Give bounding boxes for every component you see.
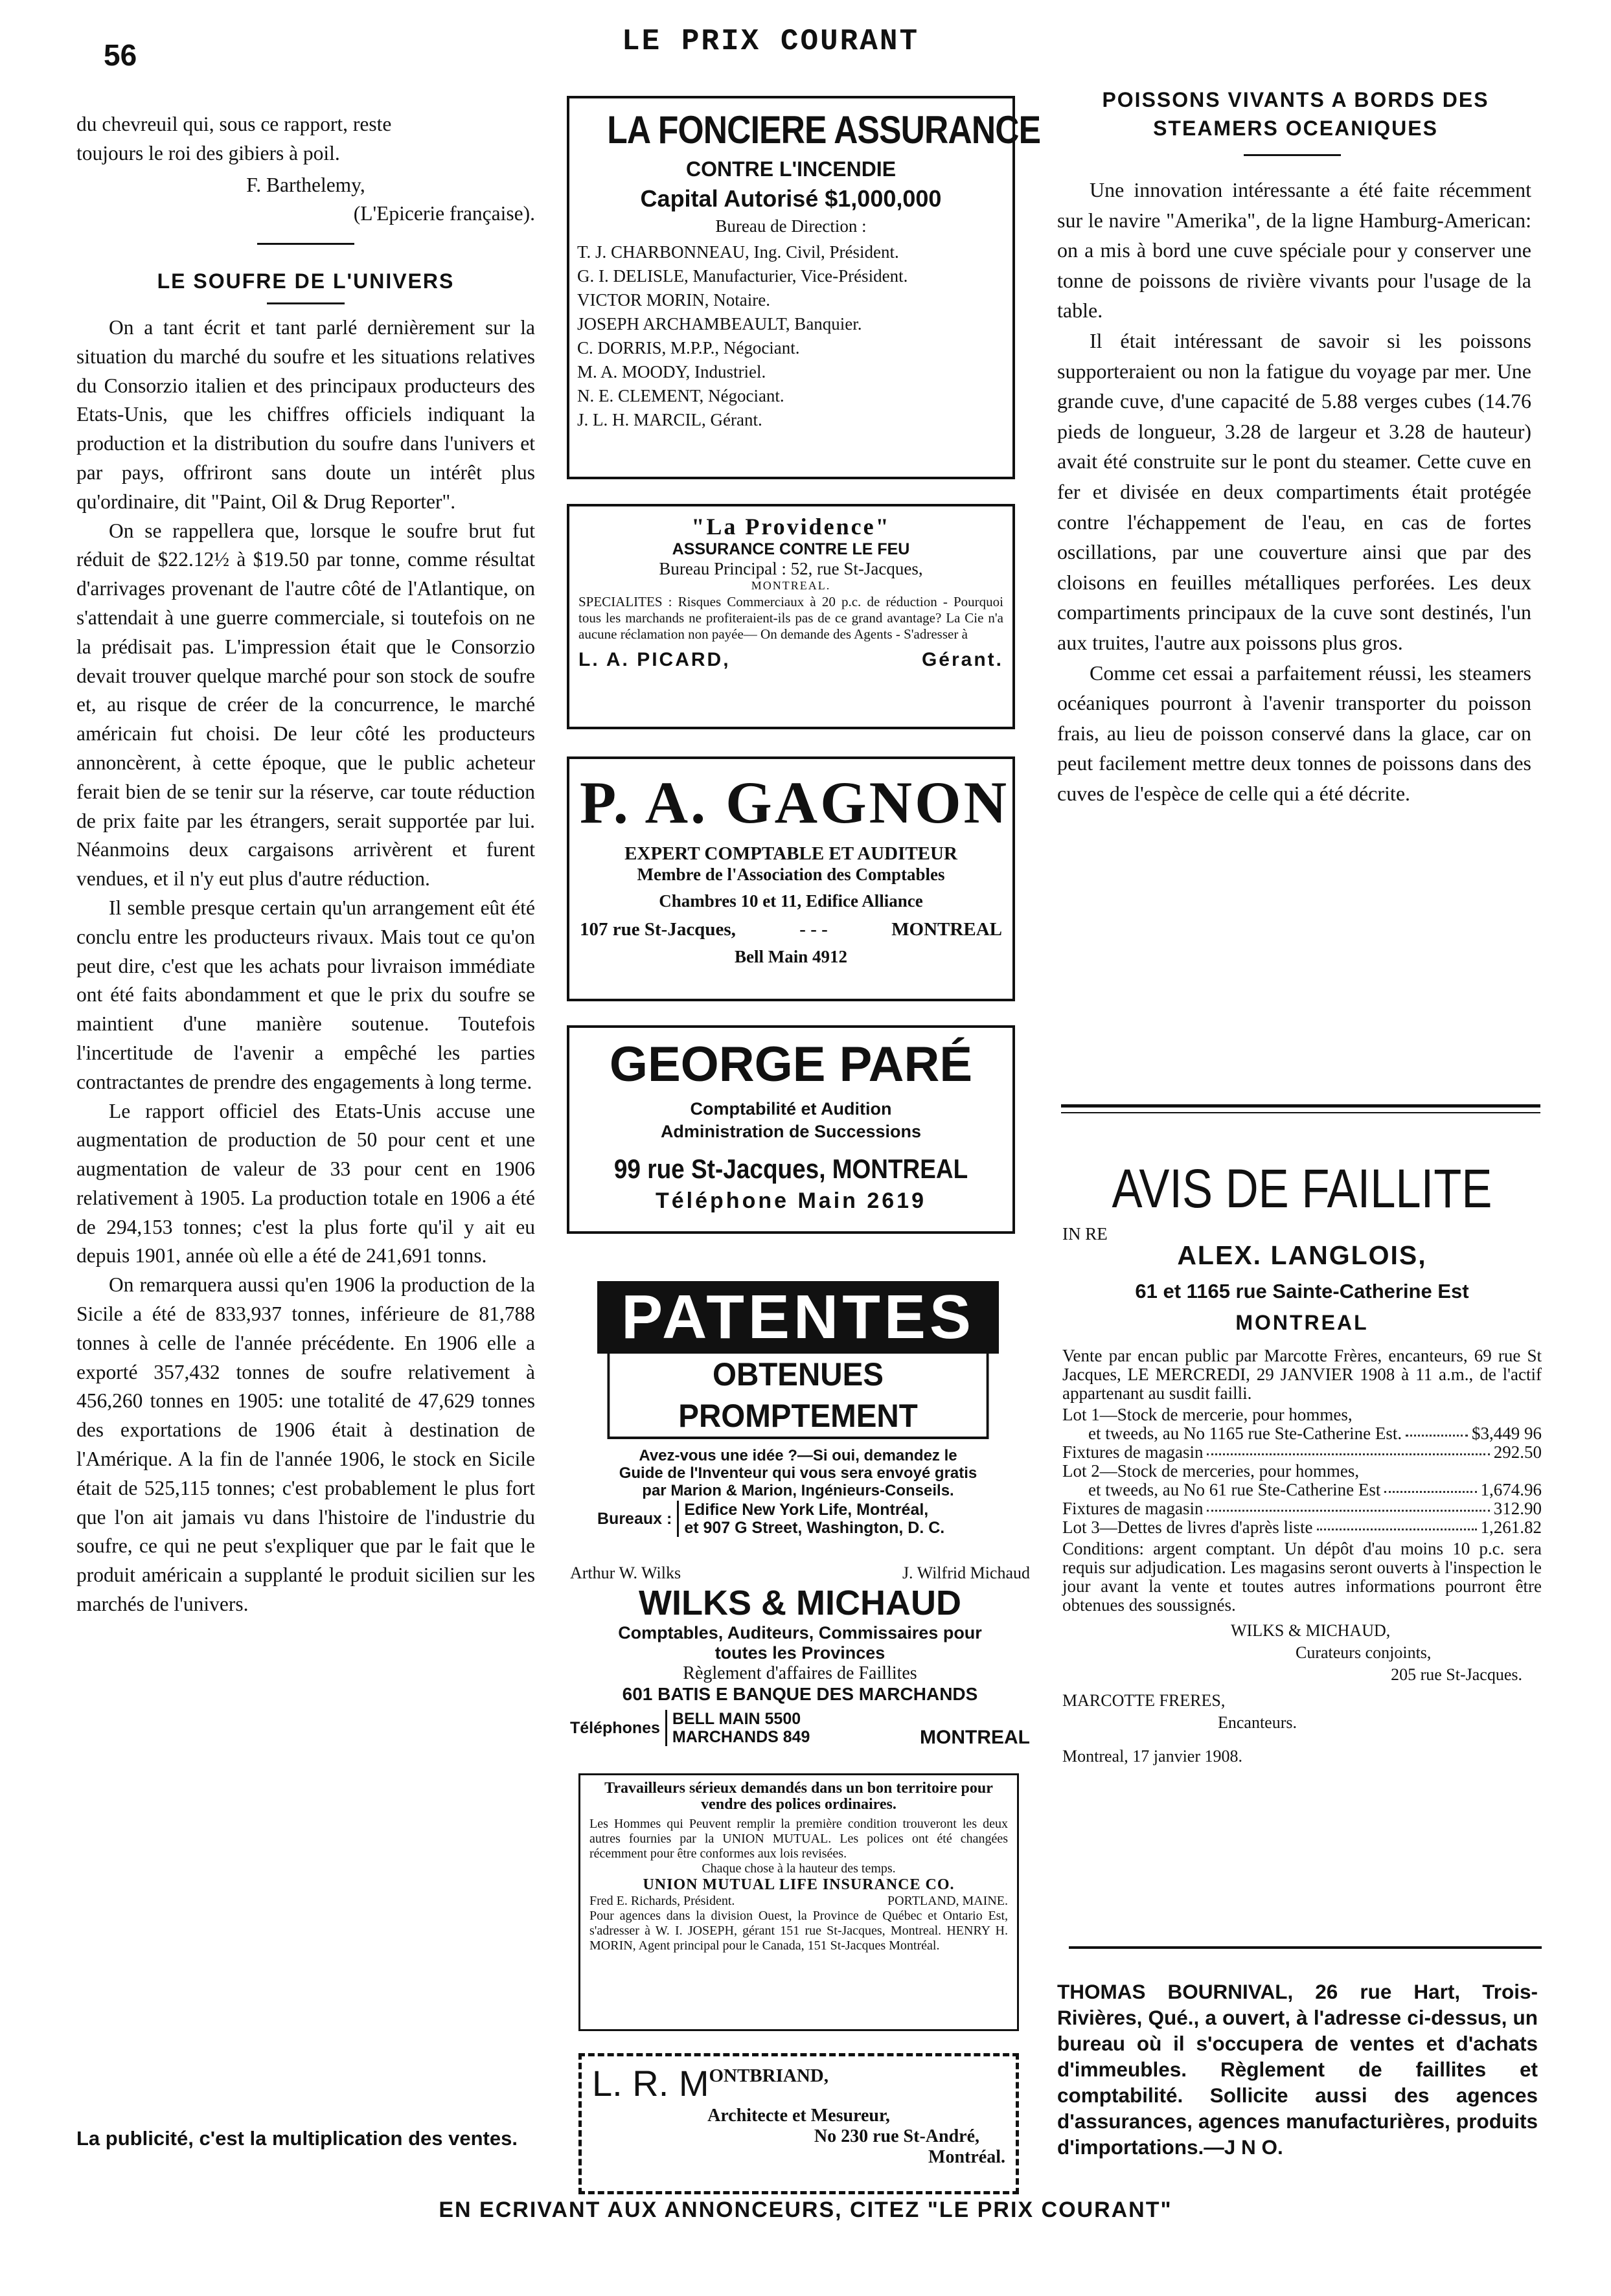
union-para1: Les Hommes qui Peuvent remplir la première condition trouveront les deux autres fournies par la UNION MUTUAL. Les polices ont été changées récemment pour être conformes aux lois revisées. [589, 1817, 1008, 1861]
poissons-paragraph: Une innovation intéressante a été faite récemment sur le navire "Amerika", de la ligne Hamburg-American: on a mis à bord une cuve spéciale pour y conserver une tonne de poissons de rivière vivants pour l'usage de la table. [1057, 178, 1531, 323]
wilks-line3: Règlement d'affaires de Faillites [683, 1663, 917, 1683]
patentes-bureau2: et 907 G Street, Washington, D. C. [684, 1519, 945, 1537]
soufre-paragraph: On remarquera aussi qu'en 1906 la production de la Sicile a été de 833,937 tonnes, inférieure de 81,788 tonnes à celle de l'année précédente. En 1906 elle a exporté 357,432 tonnes de soufre relativement à 456,260 tonnes en 1905: une totalité de 47,629 tonnes des exportations de 1906 était à destination de l'Amérique. A la fin de l'année 1906, le stock en Sicile était de 525,115 tonnes; c'est probablement le plus fort que l'on ait jamais vu dans l'histoire de l'industrie du soufre, ce qui ne peut s'expliquer que par le fait que le produit américain a supplanté le produit sicilien sur les marchés de l'univers. [76, 1273, 535, 1616]
ad-union [578, 1773, 1019, 2031]
montbriand-line1: Architecte et Mesureur, [707, 2106, 890, 2126]
member: C. DORRIS, M.P.P., Négociant. [577, 338, 800, 358]
union-company: UNION MUTUAL LIFE INSURANCE CO. [643, 1876, 955, 1893]
faillite-signatures [1062, 1620, 1542, 1767]
footer-text: EN ECRIVANT AUX ANNONCEURS, CITEZ "LE PRIX COURANT" [439, 2198, 1172, 2222]
union-title: Travailleurs sérieux demandés dans un bon territoire pour vendre des polices ordinaires. [604, 1780, 993, 1813]
union-president: Fred E. Richards, Président. [589, 1894, 735, 1908]
ad-fonciere [567, 96, 1041, 479]
gagnon-line1: EXPERT COMPTABLE ET AUDITEUR [624, 843, 957, 864]
member: T. J. CHARBONNEAU, Ing. Civil, Président. [577, 242, 899, 262]
faillite-date: Montreal, 17 janvier 1908. [1062, 1747, 1242, 1766]
lot-amount: 1,674.96 [1480, 1480, 1542, 1499]
faillite-address: 61 et 1165 rue Sainte-Catherine Est [1135, 1280, 1469, 1302]
faillite-sign2: Curateurs conjoints, [1296, 1643, 1432, 1662]
montbriand-name [592, 2064, 1005, 2103]
wilks-tel-label: Téléphones [570, 1718, 660, 1737]
member: J. L. H. MARCIL, Gérant. [577, 410, 762, 429]
wilks-partner2: J. Wilfrid Michaud [902, 1563, 1030, 1582]
lot-amount: 292.50 [1493, 1442, 1542, 1462]
faillite-sign1: WILKS & MICHAUD, [1231, 1621, 1391, 1640]
faillite-notice [1062, 1159, 1542, 1767]
footer-note: La publicité, c'est la multiplication des ventes. [76, 2127, 518, 2150]
bournival-notice: THOMAS BOURNIVAL, 26 rue Hart, Trois-Rivières, Qué., a ouvert, à l'adresse ci-dessus, un bureau où il s'occupera de ventes et d'achats d'immeubles. Règlement de faillites et comptabilité. Sollicite aussi des agences d'assurances, agences manufacturières, produits d'importations.—J N O. [1057, 1980, 1538, 2159]
intro-line-1: du chevreuil qui, sous ce rapport, reste [76, 113, 392, 135]
wilks-name: WILKS & MICHAUD [639, 1584, 961, 1622]
patentes-line1: Avez-vous une idée ?—Si oui, demandez le [639, 1447, 957, 1464]
gagnon-address: 107 rue St-Jacques, [580, 919, 736, 940]
ad-wilks [570, 1563, 1030, 1749]
faillite-city: MONTREAL [1235, 1311, 1369, 1334]
pare-line2: Administration de Successions [660, 1122, 922, 1141]
faillite-debtor: ALEX. LANGLOIS, [1177, 1240, 1427, 1270]
gagnon-name: P. A. GAGNON [580, 769, 1010, 835]
wilks-line2: toutes les Provinces [714, 1643, 885, 1663]
patentes-bureaux-list [677, 1501, 944, 1537]
gagnon-line3: Chambres 10 et 11, Edifice Alliance [659, 891, 923, 911]
lot-amount: 312.90 [1493, 1499, 1542, 1518]
providence-subtitle: ASSURANCE CONTRE LE FEU [672, 540, 910, 558]
ad-gagnon [567, 756, 1015, 1001]
wilks-tel-list [665, 1710, 810, 1746]
lot-amount: 1,261.82 [1480, 1517, 1542, 1537]
wilks-partner1: Arthur W. Wilks [570, 1563, 681, 1582]
patentes-line2: Guide de l'Inventeur qui vous sera envoyé gratis [619, 1464, 977, 1482]
union-city: PORTLAND, MAINE. [887, 1894, 1008, 1908]
patentes-line3: par Marion & Marion, Ingénieurs-Conseils. [642, 1482, 954, 1499]
providence-bureau: Bureau Principal : 52, rue St-Jacques, [659, 559, 923, 578]
ad-patentes [597, 1281, 999, 1537]
gagnon-city: MONTREAL [891, 919, 1002, 940]
patentes-title2: OBTENUES PROMPTEMENT [608, 1354, 989, 1439]
page-number: 56 [104, 38, 137, 72]
left-column [76, 110, 535, 1619]
providence-manager-role: Gérant. [921, 649, 1003, 670]
soufre-title: LE SOUFRE DE L'UNIVERS [157, 269, 455, 293]
pare-address: 99 rue St-Jacques, MONTREAL [613, 1154, 968, 1184]
union-president-row [589, 1894, 1008, 1909]
lot-text: Lot 3—Dettes de livres d'après liste [1062, 1517, 1313, 1537]
lot-text: Lot 2—Stock de merceries, pour hommes, [1062, 1461, 1360, 1481]
patentes-title1: PATENTES [597, 1281, 999, 1354]
lot-text: Fixtures de magasin [1062, 1499, 1204, 1518]
faillite-in-re: IN RE [1062, 1224, 1108, 1244]
member: G. I. DELISLE, Manufacturier, Vice-Président. [577, 266, 908, 286]
gagnon-address-row [580, 919, 1002, 940]
wilks-partners [570, 1563, 1030, 1583]
ad-pare [567, 1025, 1015, 1234]
soufre-paragraph: On se rappellera que, lorsque le soufre brut fut réduit de $22.12½ à $19.50 par tonne, comme résultat d'arrivages provenant de l'autre côté de l'Atlantique, on s'attendait à une guerre commerciale, si toutefois on ne la prédisait pas. L'impression était que le Consorzio devait trouver quelque marché pour son stock de soufre et, au risque de créer de la concurrence, le marché américain fut choisi. De leur côté les producteurs annoncèrent, à cette époque, que le public acheteur ferait bien de se tenir sur la réserve, car toute réduction de prix faite par les étrangers, serait supportée par lui. Néanmoins deux cargaisons arrivèrent et furent vendues, et il n'y eut plus d'autre réduction. [76, 519, 535, 891]
intro-line-2: toujours le roi des gibiers à poil. [76, 141, 340, 165]
gagnon-dashes: - - - [799, 919, 828, 940]
faillite-conditions: Conditions: argent comptant. Un dépôt d'au moins 10 p.c. sera requis sur adjudication. Les magasins seront ouverts à l'inspection le jour avant la vente et toutes autres informations pourront être obtenues des soussignés. [1062, 1539, 1542, 1615]
fonciere-capital: Capital Autorisé $1,000,000 [640, 185, 942, 212]
wilks-line1: Comptables, Auditeurs, Commissaires pour [618, 1623, 982, 1642]
faillite-intro: Vente par encan public par Marcotte Frères, encanteurs, 69 rue St Jacques, LE MERCREDI, 29 JANVIER 1908 à 11 a.m., de l'actif appartenant au susdit failli. [1062, 1346, 1542, 1403]
montbriand-name-rest: ONTBRIAND, [709, 2065, 828, 2086]
wilks-tel1: BELL MAIN 5500 [672, 1710, 801, 1728]
fonciere-title: LA FONCIERE ASSURANCE [607, 108, 1041, 152]
ad-montbriand [578, 2053, 1019, 2194]
intro-signature: F. Barthelemy, [246, 173, 365, 196]
lot-amount: $3,449 96 [1472, 1424, 1542, 1443]
lot-row [1062, 1518, 1542, 1537]
wilks-city: MONTREAL [920, 1727, 1030, 1748]
faillite-title: AVIS DE FAILLITE [1112, 1158, 1492, 1219]
lot-sub: et tweeds, au No 61 rue Ste-Catherine Est [1088, 1480, 1381, 1499]
poissons-paragraph: Comme cet essai a parfaitement réussi, les steamers océaniques pourront à l'avenir transporter du poisson frais, au lieu de poisson conservé dans la glace, car on peut facilement mettre deux tonnes de poissons dans des cuves de l'espèce de celle qui a été décrite. [1057, 661, 1531, 805]
faillite-sign3: 205 rue St-Jacques. [1391, 1665, 1522, 1684]
patentes-bureaux [597, 1501, 999, 1537]
providence-city: MONTREAL. [751, 579, 831, 592]
ad-providence [567, 504, 1015, 729]
patentes-bureaux-label: Bureaux : [597, 1510, 672, 1528]
pare-phone: Téléphone Main 2619 [656, 1188, 926, 1213]
providence-manager: L. A. PICARD, [578, 649, 731, 670]
providence-specialites: SPECIALITES : Risques Commerciaux à 20 p.c. de réduction - Pourquoi tous les marchands ne profiteraient-ils pas de ce grand avantage? La Cie n'a aucune réclamation non payée— On demande des Agents - S'adresser à [578, 594, 1003, 642]
wilks-phones [570, 1707, 1030, 1749]
faillite-sign4: MARCOTTE FRERES, [1062, 1691, 1226, 1710]
member: N. E. CLEMENT, Négociant. [577, 386, 784, 405]
running-title: LE PRIX COURANT [622, 25, 920, 58]
lot-row [1062, 1443, 1542, 1462]
poissons-paragraph: Il était intéressant de savoir si les poissons supporteraient ou non la fatigue du voyage par mer. Une grande cuve, d'une capacité de 5.88 verges cubes (14.76 pieds de longueur, 3.28 de largeur et 3.28 de hauteur) avait été construite sur le pont du steamer. Cette cuve en fer et divisée en deux compartiments était protégée contre l'échappement de l'eau, en cas de fortes oscillations, par une couverture ainsi que par des cloisons en feuilles métalliques perforées. Les deux compartiments principaux de la cuve sont destinés, l'un aux truites, l'autre aux poissons plus gros. [1057, 328, 1531, 654]
union-para2: Chaque chose à la hauteur des temps. [702, 1861, 896, 1876]
soufre-paragraph: Le rapport officiel des Etats-Unis accuse une augmentation de production de 50 pour cent et une augmentation de valeur de 33 pour cent en 1906 relativement à 1905. La production totale en 1906 a été de 294,153 tonnes; c'est la plus forte qu'il y ait eu depuis 1901, année où elle a été de 241,691 tonns. [76, 1099, 535, 1267]
member: VICTOR MORIN, Notaire. [577, 290, 770, 310]
providence-manager-row [578, 649, 1003, 671]
gagnon-phone: Bell Main 4912 [735, 947, 847, 966]
montbriand-city: Montréal. [928, 2147, 1005, 2167]
divider [1069, 1946, 1542, 1949]
patentes-text [597, 1447, 999, 1499]
soufre-paragraph: Il semble presque certain qu'un arrangement eût été conclu entre les producteurs rivaux. Mais tout ce qu'on peut dire, c'est que les achats pour livraison immédiate ont été faits abondamment et que le prix du soufre se maintient d'une manière soutenue. Toutefois l'incertitude de l'avenir a empêché les parties contractantes de prendre des engagements à long terme. [76, 896, 535, 1093]
member: M. A. MOODY, Industriel. [577, 362, 766, 381]
union-para3: Pour agences dans la division Ouest, la Province de Québec et Ontario Est, s'adresser à W. I. JOSEPH, gérant 151 rue St-Jacques, Montreal. HENRY H. MORIN, Agent principal pour le Canada, 151 St-Jacques Montréal. [589, 1909, 1008, 1953]
divider-double [1061, 1112, 1540, 1113]
divider [267, 302, 345, 304]
montbriand-line2: No 230 rue St-André, [814, 2126, 979, 2146]
providence-title: "La Providence" [691, 514, 891, 540]
lot-row [1062, 1481, 1542, 1499]
faillite-lots [1062, 1405, 1542, 1537]
fonciere-subtitle: CONTRE L'INCENDIE [685, 157, 897, 181]
lot-text: Lot 1—Stock de mercerie, pour hommes, [1062, 1405, 1353, 1424]
intro-source: (L'Epicerie française). [353, 202, 535, 225]
lot-row [1062, 1424, 1542, 1443]
pare-line1: Comptabilité et Audition [690, 1099, 892, 1119]
poissons-article [1057, 175, 1531, 808]
faillite-sign5: Encanteurs. [1218, 1713, 1297, 1732]
lot-row [1062, 1499, 1542, 1518]
fonciere-members [577, 240, 1005, 432]
soufre-paragraph: On a tant écrit et tant parlé dernièrement sur la situation du marché du soufre et les situations relatives du Consorzio italien et des principaux producteurs des Etats-Unis, que les chiffres officiels indiquant la production et la distribution du soufre dans l'univers et par pays, offriront sans doute un intérêt plus qu'ordinaire, dit "Paint, Oil & Drug Reporter". [76, 315, 535, 513]
poissons-title: POISSONS VIVANTS A BORDS DES STEAMERS OCEANIQUES [1102, 88, 1489, 140]
fonciere-bureau: Bureau de Direction : [715, 216, 867, 236]
lot-text: Fixtures de magasin [1062, 1442, 1204, 1462]
wilks-tel2: MARCHANDS 849 [672, 1728, 810, 1746]
lot-row [1062, 1462, 1542, 1481]
lot-row [1062, 1405, 1542, 1424]
pare-name: GEORGE PARÉ [609, 1037, 973, 1092]
patentes-bureau1: Edifice New York Life, Montréal, [684, 1501, 929, 1519]
montbriand-initials: L. R. M [592, 2063, 709, 2104]
gagnon-line2: Membre de l'Association des Comptables [637, 865, 945, 884]
divider [1244, 154, 1341, 156]
lot-sub: et tweeds, au No 1165 rue Ste-Catherine Est. [1088, 1424, 1402, 1443]
divider-double [1061, 1104, 1540, 1108]
member: JOSEPH ARCHAMBEAULT, Banquier. [577, 314, 862, 334]
divider [257, 243, 354, 245]
wilks-line4: 601 BATIS E BANQUE DES MARCHANDS [622, 1684, 978, 1704]
